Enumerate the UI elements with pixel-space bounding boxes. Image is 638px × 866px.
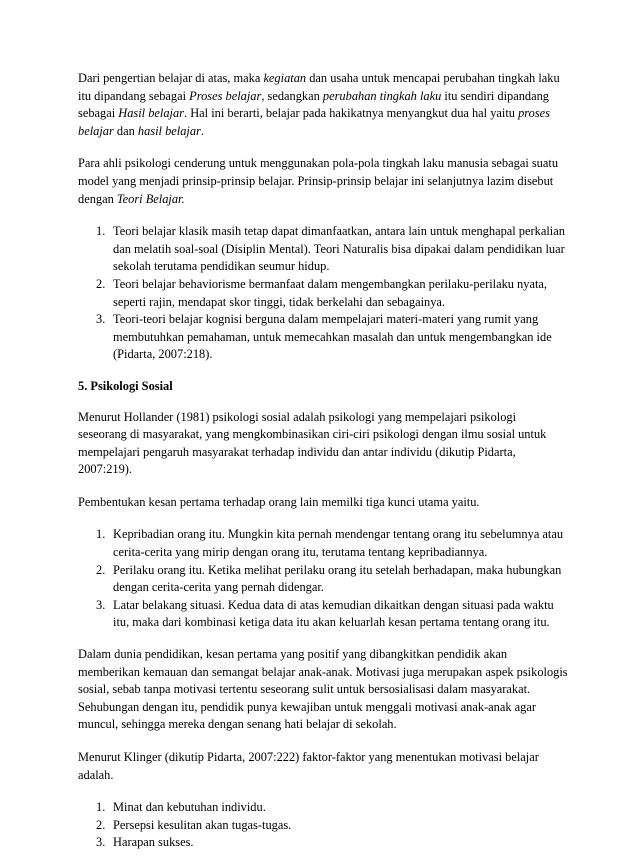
text-span: dan usaha untuk mencapai perubahan tingkah laku itu dipandang sebagai — [78, 71, 560, 103]
list-text: Kepribadian orang itu. Mungkin kita pernah mendengar tentang orang itu sebelumnya atau cerita-cerita yang mirip dengan orang itu, terutama tentang kepribadiannya. — [113, 527, 564, 560]
list-item — [96, 311, 568, 364]
list-item — [96, 223, 568, 276]
italic-term: Proses belajar — [189, 88, 262, 103]
text-span: . — [200, 123, 204, 138]
list-text: Harapan sukses. — [113, 835, 194, 850]
list-number: 2. — [96, 817, 106, 832]
paragraph-klinger: Menurut Klinger (dikutip Pidarta, 2007:222) faktor-faktor yang menentukan motivasi belajar adalah. — [78, 750, 539, 782]
italic-term: kegiatan — [263, 71, 307, 85]
list-number: 3. — [96, 312, 106, 327]
paragraph-proses-belajar — [78, 70, 568, 140]
list-item — [96, 562, 568, 597]
list-text: Teori-teori belajar kognisi berguna dalam mempelajari materi-materi yang rumit yang membutuhkan pemahaman, untuk memecahkan masalah dan untuk mengembangkan ide (Pidarta, 2007:218). — [113, 312, 552, 362]
italic-term: perubahan tingkah laku — [322, 88, 442, 103]
italic-term: Teori Belajar. — [116, 191, 185, 206]
list-text: Persepsi kesulitan akan tugas-tugas. — [113, 817, 292, 832]
list-number: 2. — [96, 276, 106, 291]
section-heading: 5. Psikologi Sosial — [78, 378, 173, 393]
list-text: Teori belajar behaviorisme bermanfaat dalam mengembangkan perilaku-perilaku nyata, seperti rajin, mendapat skor tinggi, tidak berkelahi dan sebagainya. — [113, 276, 547, 309]
list-number: 1. — [96, 527, 106, 542]
paragraph-psikologi-sosial: Menurut Hollander (1981) psikologi sosial adalah psikologi yang mempelajari psikologi seseorang di masyarakat, yang mengkombinasikan ciri-ciri psikologi dengan ilmu sosial untuk mempelajari pengaruh masyarakat terhadap individu dan antar individu (dikutip Pidarta, 2007:219). — [78, 409, 547, 477]
italic-term: hasil belajar — [137, 123, 201, 138]
text-span: dan — [113, 123, 138, 138]
list-number: 3. — [96, 597, 106, 612]
list-item — [96, 799, 568, 817]
text-span: Dari pengertian belajar di atas, maka — [78, 71, 264, 85]
list-number: 3. — [96, 835, 106, 850]
list-item — [96, 834, 568, 852]
list-text: Minat dan kebutuhan individu. — [113, 800, 266, 815]
text-span: , sedangkan — [261, 88, 323, 103]
text-span: . Hal ini berarti, belajar pada hakikatnya menyangkut dua hal yaitu — [184, 106, 519, 121]
list-text: Teori belajar klasik masih tetap dapat dimanfaatkan, antara lain untuk menghapal perkalian dan melatih soal-soal (Disiplin Mental). Teori Naturalis bisa dipakai dalam pendidikan luar sekolah terutama pendidikan seumur hidup. — [113, 224, 565, 274]
list-item — [96, 526, 568, 561]
list-item — [96, 276, 568, 311]
paragraph-kesan-pertama: Pembentukan kesan pertama terhadap orang lain memilki tiga kunci utama yaitu. — [78, 494, 480, 509]
list-number: 2. — [96, 562, 106, 577]
kunci-utama-list — [78, 526, 568, 632]
text-span: Para ahli psikologi cenderung untuk menggunakan pola-pola tingkah laku manusia sebagai suatu model yang menjadi prinsip-prinsip belajar. Prinsip-prinsip belajar ini selanjutnya lazim disebut dengan — [78, 156, 559, 206]
italic-term: proses belajar — [78, 106, 551, 138]
document-body — [78, 70, 568, 866]
paragraph-teori-belajar — [78, 155, 568, 208]
italic-term: Hasil belajar — [118, 106, 185, 121]
text-span: itu sendiri dipandang sebagai — [78, 88, 550, 121]
list-text: Latar belakang situasi. Kedua data di atas kemudian dikaitkan dengan situasi pada waktu itu, maka dari kombinasi ketiga data itu akan keluarlah kesan pertama tentang orang itu. — [113, 597, 554, 630]
list-number: 1. — [96, 800, 106, 815]
teori-belajar-list — [78, 223, 568, 364]
list-text: Perilaku orang itu. Ketika melihat perilaku orang itu setelah berhadapan, maka hubungkan dengan cerita-cerita yang pernah didengar. — [113, 562, 562, 595]
list-number: 1. — [96, 224, 106, 239]
paragraph-motivasi: Dalam dunia pendidikan, kesan pertama yang positif yang dibangkitkan pendidik akan memberikan kemauan dan semangat belajar anak-anak. Motivasi juga merupakan aspek psikologis sosial, sebab tanpa motivasi tertentu seseorang sulit untuk bersosialisasi dalam masyarakat. Sehubungan dengan itu, pendidik punya kewajiban untuk menggali motivasi anak-anak agar muncul, sehingga mereka dengan senang hati belajar di sekolah. — [78, 647, 568, 732]
list-item — [96, 597, 568, 632]
